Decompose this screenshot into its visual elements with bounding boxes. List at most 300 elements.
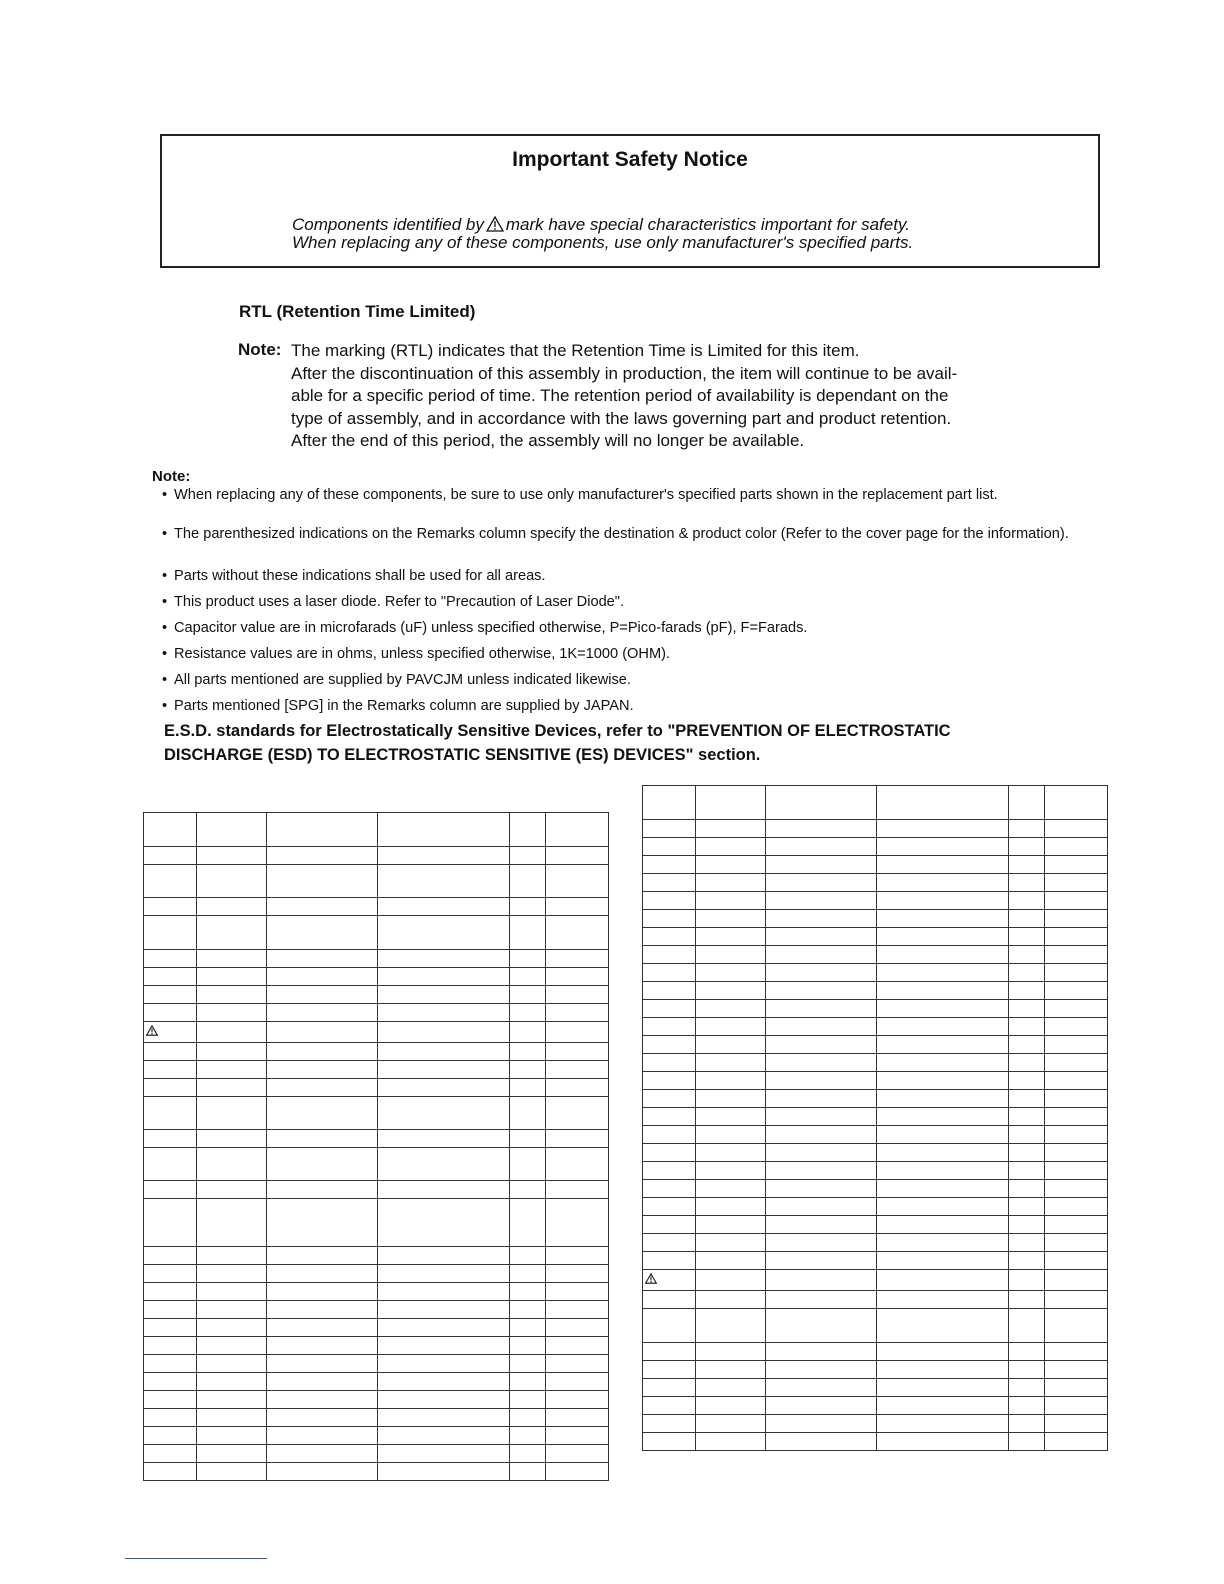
table-cell [696, 1433, 766, 1451]
table-cell [267, 1043, 378, 1061]
table-cell [378, 1004, 510, 1022]
table-cell [267, 1181, 378, 1199]
table-cell [197, 1337, 267, 1355]
table-cell [144, 1061, 197, 1079]
table-cell [1045, 928, 1108, 946]
table-row [643, 910, 1108, 928]
table-cell [197, 1247, 267, 1265]
table-row [643, 1054, 1108, 1072]
table-cell [378, 1409, 510, 1427]
table-row [643, 874, 1108, 892]
table-cell [877, 1216, 1009, 1234]
table-row [643, 964, 1108, 982]
table-cell [267, 1061, 378, 1079]
table-cell [197, 1022, 267, 1043]
table-cell [766, 1198, 877, 1216]
table-cell [197, 1265, 267, 1283]
table-cell [643, 874, 696, 892]
table-cell [510, 968, 546, 986]
table-cell [877, 1144, 1009, 1162]
table-row [643, 1433, 1108, 1451]
table-cell [766, 1036, 877, 1054]
table-cell [877, 982, 1009, 1000]
table-cell [267, 1373, 378, 1391]
rtl-note-line: type of assembly, and in accordance with the laws governing part and product retention. [291, 408, 952, 428]
table-cell [546, 813, 609, 847]
table-cell [197, 1355, 267, 1373]
table-cell [1009, 1415, 1045, 1433]
table-cell [144, 1301, 197, 1319]
table-cell [643, 1343, 696, 1361]
esd-notice-line: E.S.D. standards for Electrostatically Sensitive Devices, refer to "PREVENTION OF ELECTROSTATIC [164, 722, 951, 740]
table-row [643, 786, 1108, 820]
table-cell [546, 1004, 609, 1022]
table-row [144, 1199, 609, 1247]
table-cell [877, 1234, 1009, 1252]
table-cell [877, 1000, 1009, 1018]
notes-item: • This product uses a laser diode. Refer to "Precaution of Laser Diode". [160, 592, 1110, 612]
table-cell [144, 1043, 197, 1061]
table-cell [510, 898, 546, 916]
table-cell [1009, 820, 1045, 838]
table-row [144, 1061, 609, 1079]
table-cell [546, 898, 609, 916]
table-cell [510, 1247, 546, 1265]
table-cell [378, 950, 510, 968]
table-row [643, 1126, 1108, 1144]
table-cell [378, 1130, 510, 1148]
table-cell [643, 786, 696, 820]
table-cell [267, 1265, 378, 1283]
table-cell [267, 968, 378, 986]
table-cell [546, 1319, 609, 1337]
rtl-note-line: The marking (RTL) indicates that the Retention Time is Limited for this item. [291, 341, 860, 360]
table-cell [546, 916, 609, 950]
table-row [643, 1252, 1108, 1270]
table-cell [144, 1319, 197, 1337]
table-cell [766, 1415, 877, 1433]
table-cell [378, 1283, 510, 1301]
table-cell [696, 1072, 766, 1090]
table-cell [1009, 1343, 1045, 1361]
table-cell [197, 1301, 267, 1319]
table-cell [378, 1355, 510, 1373]
table-cell [877, 838, 1009, 856]
table-row [643, 820, 1108, 838]
table-cell [546, 1061, 609, 1079]
table-cell [877, 1397, 1009, 1415]
table-row [144, 916, 609, 950]
table-cell [1045, 1198, 1108, 1216]
table-cell [510, 950, 546, 968]
table-cell [144, 1199, 197, 1247]
esd-notice-line: DISCHARGE (ESD) TO ELECTROSTATIC SENSITIVE (ES) DEVICES" section. [164, 746, 761, 764]
table-cell [197, 986, 267, 1004]
table-cell [144, 1373, 197, 1391]
table-cell [546, 1181, 609, 1199]
table-row [643, 1018, 1108, 1036]
table-cell [546, 1283, 609, 1301]
table-cell [766, 1291, 877, 1309]
table-cell [643, 928, 696, 946]
table-cell [546, 1301, 609, 1319]
esd-notice [164, 719, 1064, 767]
table-row [643, 856, 1108, 874]
table-row [643, 1108, 1108, 1126]
table-cell [1009, 1198, 1045, 1216]
table-cell [378, 1265, 510, 1283]
table-cell [877, 910, 1009, 928]
table-cell [546, 1247, 609, 1265]
table-cell [643, 856, 696, 874]
table-cell [267, 1079, 378, 1097]
table-cell [643, 838, 696, 856]
table-row [144, 1283, 609, 1301]
table-cell [766, 1000, 877, 1018]
table-cell [378, 1319, 510, 1337]
table-cell [197, 1373, 267, 1391]
safety-notice-box [160, 134, 1100, 268]
table-cell [877, 1309, 1009, 1343]
table-cell [1045, 1054, 1108, 1072]
table-cell [267, 1355, 378, 1373]
table-cell [643, 1018, 696, 1036]
table-cell [197, 968, 267, 986]
table-cell [696, 1270, 766, 1291]
table-cell [766, 1397, 877, 1415]
table-cell [267, 865, 378, 898]
table-cell [1009, 1397, 1045, 1415]
table-cell [197, 1409, 267, 1427]
table-cell [1045, 1000, 1108, 1018]
table-cell [696, 1126, 766, 1144]
table-cell [877, 928, 1009, 946]
table-cell [1045, 1072, 1108, 1090]
table-cell [766, 1018, 877, 1036]
table-cell [696, 1198, 766, 1216]
table-cell [378, 1445, 510, 1463]
table-row [144, 865, 609, 898]
table-cell [1045, 820, 1108, 838]
table-row [643, 892, 1108, 910]
table-cell [267, 1319, 378, 1337]
table-cell [1045, 946, 1108, 964]
table-cell [510, 1061, 546, 1079]
table-cell [696, 1415, 766, 1433]
table-row [144, 1409, 609, 1427]
table-cell [510, 1445, 546, 1463]
table-cell [1045, 856, 1108, 874]
table-cell [1045, 1309, 1108, 1343]
table-cell [696, 786, 766, 820]
table-cell [197, 847, 267, 865]
table-cell [643, 1397, 696, 1415]
table-cell [877, 946, 1009, 964]
table-row [144, 1181, 609, 1199]
table-cell [696, 1234, 766, 1252]
notes-item: • The parenthesized indications on the Remarks column specify the destination & product color (Refer to the cover page for the information). [160, 524, 1110, 544]
table-cell [197, 1319, 267, 1337]
table-cell [643, 1433, 696, 1451]
table-cell [1009, 1234, 1045, 1252]
table-cell [696, 1018, 766, 1036]
table-cell [144, 813, 197, 847]
table-row [643, 1198, 1108, 1216]
table-cell [696, 946, 766, 964]
table-cell [877, 1126, 1009, 1144]
table-cell [877, 1018, 1009, 1036]
table-cell [144, 1022, 197, 1043]
table-row [643, 982, 1108, 1000]
table-cell [510, 1373, 546, 1391]
table-row [144, 950, 609, 968]
table-cell [877, 1433, 1009, 1451]
table-cell [510, 813, 546, 847]
table-cell [546, 968, 609, 986]
table-cell [643, 946, 696, 964]
table-cell [510, 1337, 546, 1355]
table-cell [643, 1072, 696, 1090]
table-row [144, 1265, 609, 1283]
safety-notice-line1-end: mark have special characteristics important for safety. [505, 215, 910, 234]
table-cell [378, 1079, 510, 1097]
safety-notice-line1-start: Components identified by [292, 215, 484, 234]
table-cell [766, 1126, 877, 1144]
table-cell [144, 1097, 197, 1130]
table-cell [144, 950, 197, 968]
table-cell [378, 916, 510, 950]
table-cell [546, 1022, 609, 1043]
table-cell [546, 1427, 609, 1445]
table-cell [378, 813, 510, 847]
table-cell [144, 1004, 197, 1022]
table-row [643, 1270, 1108, 1291]
table-cell [378, 1022, 510, 1043]
table-cell [643, 1054, 696, 1072]
table-row [144, 1097, 609, 1130]
table-row [144, 1337, 609, 1355]
table-cell [696, 1361, 766, 1379]
table-cell [144, 986, 197, 1004]
table-cell [1045, 1343, 1108, 1361]
table-cell [197, 916, 267, 950]
table-row [643, 1343, 1108, 1361]
table-row [643, 1234, 1108, 1252]
table-row [144, 1463, 609, 1481]
table-row [144, 1079, 609, 1097]
table-cell [510, 1181, 546, 1199]
table-cell [643, 1162, 696, 1180]
table-cell [197, 813, 267, 847]
table-cell [546, 1043, 609, 1061]
table-cell [643, 910, 696, 928]
table-cell [696, 856, 766, 874]
table-cell [378, 865, 510, 898]
table-cell [877, 892, 1009, 910]
table-cell [378, 1043, 510, 1061]
table-row [144, 847, 609, 865]
table-cell [766, 786, 877, 820]
warning-triangle-icon [645, 1273, 657, 1287]
table-cell [510, 1265, 546, 1283]
table-cell [144, 1463, 197, 1481]
table-cell [1009, 1018, 1045, 1036]
table-cell [144, 1283, 197, 1301]
table-cell [1045, 1216, 1108, 1234]
table-row [144, 813, 609, 847]
table-cell [766, 1234, 877, 1252]
table-cell [510, 916, 546, 950]
table-cell [267, 847, 378, 865]
table-cell [378, 1463, 510, 1481]
table-cell [643, 1270, 696, 1291]
table-cell [643, 1309, 696, 1343]
table-cell [510, 1130, 546, 1148]
table-row [643, 1162, 1108, 1180]
table-cell [378, 1247, 510, 1265]
table-cell [643, 1144, 696, 1162]
table-cell [643, 892, 696, 910]
table-cell [696, 1162, 766, 1180]
table-cell [1045, 1018, 1108, 1036]
table-cell [197, 1061, 267, 1079]
table-cell [144, 1337, 197, 1355]
table-cell [197, 1463, 267, 1481]
table-row [144, 1445, 609, 1463]
table-cell [877, 1180, 1009, 1198]
table-cell [510, 1079, 546, 1097]
table-cell [378, 968, 510, 986]
table-cell [696, 892, 766, 910]
table-cell [696, 982, 766, 1000]
table-cell [510, 1427, 546, 1445]
table-cell [197, 1391, 267, 1409]
table-cell [546, 1148, 609, 1181]
table-cell [877, 874, 1009, 892]
table-cell [1045, 838, 1108, 856]
table-row [144, 1022, 609, 1043]
table-cell [378, 1061, 510, 1079]
table-cell [1009, 1291, 1045, 1309]
table-cell [766, 1361, 877, 1379]
table-cell [267, 986, 378, 1004]
table-cell [1009, 1072, 1045, 1090]
table-cell [267, 1445, 378, 1463]
table-cell [267, 1427, 378, 1445]
table-cell [144, 1247, 197, 1265]
table-cell [144, 1409, 197, 1427]
table-cell [144, 1148, 197, 1181]
table-cell [766, 928, 877, 946]
table-cell [877, 1252, 1009, 1270]
table-cell [877, 1072, 1009, 1090]
table-cell [696, 964, 766, 982]
table-cell [267, 1199, 378, 1247]
table-cell [643, 1036, 696, 1054]
table-cell [197, 1445, 267, 1463]
table-cell [877, 786, 1009, 820]
table-cell [1009, 1180, 1045, 1198]
table-cell [510, 1283, 546, 1301]
table-cell [766, 874, 877, 892]
table-cell [696, 928, 766, 946]
table-cell [378, 986, 510, 1004]
table-cell [1009, 1054, 1045, 1072]
table-row [643, 928, 1108, 946]
table-cell [546, 1373, 609, 1391]
table-cell [877, 1291, 1009, 1309]
table-row [643, 1216, 1108, 1234]
table-cell [197, 1130, 267, 1148]
table-cell [378, 1337, 510, 1355]
table-cell [378, 1181, 510, 1199]
table-cell [197, 1283, 267, 1301]
table-cell [766, 982, 877, 1000]
table-cell [1009, 910, 1045, 928]
table-cell [197, 1427, 267, 1445]
table-cell [1009, 946, 1045, 964]
table-cell [696, 1054, 766, 1072]
table-row [144, 1130, 609, 1148]
table-cell [197, 865, 267, 898]
notes-label: Note: [152, 468, 191, 485]
table-cell [144, 898, 197, 916]
table-row [144, 1355, 609, 1373]
table-cell [1045, 1090, 1108, 1108]
table-cell [696, 1108, 766, 1126]
table-cell [378, 1199, 510, 1247]
table-cell [510, 847, 546, 865]
table-cell [1009, 1162, 1045, 1180]
table-cell [1009, 1036, 1045, 1054]
table-cell [1045, 910, 1108, 928]
table-cell [546, 865, 609, 898]
table-cell [696, 1090, 766, 1108]
table-cell [696, 1144, 766, 1162]
table-row [643, 1036, 1108, 1054]
table-cell [546, 1391, 609, 1409]
table-cell [766, 1309, 877, 1343]
table-cell [378, 1373, 510, 1391]
table-cell [510, 1004, 546, 1022]
notes-item: • Parts without these indications shall be used for all areas. [160, 566, 1110, 586]
table-cell [877, 1415, 1009, 1433]
table-cell [546, 1265, 609, 1283]
table-cell [144, 1265, 197, 1283]
table-row [643, 838, 1108, 856]
table-cell [877, 1379, 1009, 1397]
table-row [144, 1148, 609, 1181]
notes-item: • Resistance values are in ohms, unless specified otherwise, 1K=1000 (OHM). [160, 644, 1110, 664]
table-row [144, 1043, 609, 1061]
notes-item: • All parts mentioned are supplied by PAVCJM unless indicated likewise. [160, 670, 1110, 690]
table-cell [696, 838, 766, 856]
table-cell [766, 892, 877, 910]
table-cell [1045, 1036, 1108, 1054]
table-cell [1045, 1252, 1108, 1270]
table-row [643, 1144, 1108, 1162]
rtl-note-text [291, 340, 1051, 453]
table-cell [643, 1252, 696, 1270]
table-cell [197, 1148, 267, 1181]
table-cell [144, 1130, 197, 1148]
table-cell [766, 1433, 877, 1451]
table-cell [766, 1252, 877, 1270]
table-cell [1009, 892, 1045, 910]
table-row [643, 1180, 1108, 1198]
table-cell [510, 1409, 546, 1427]
table-cell [144, 916, 197, 950]
